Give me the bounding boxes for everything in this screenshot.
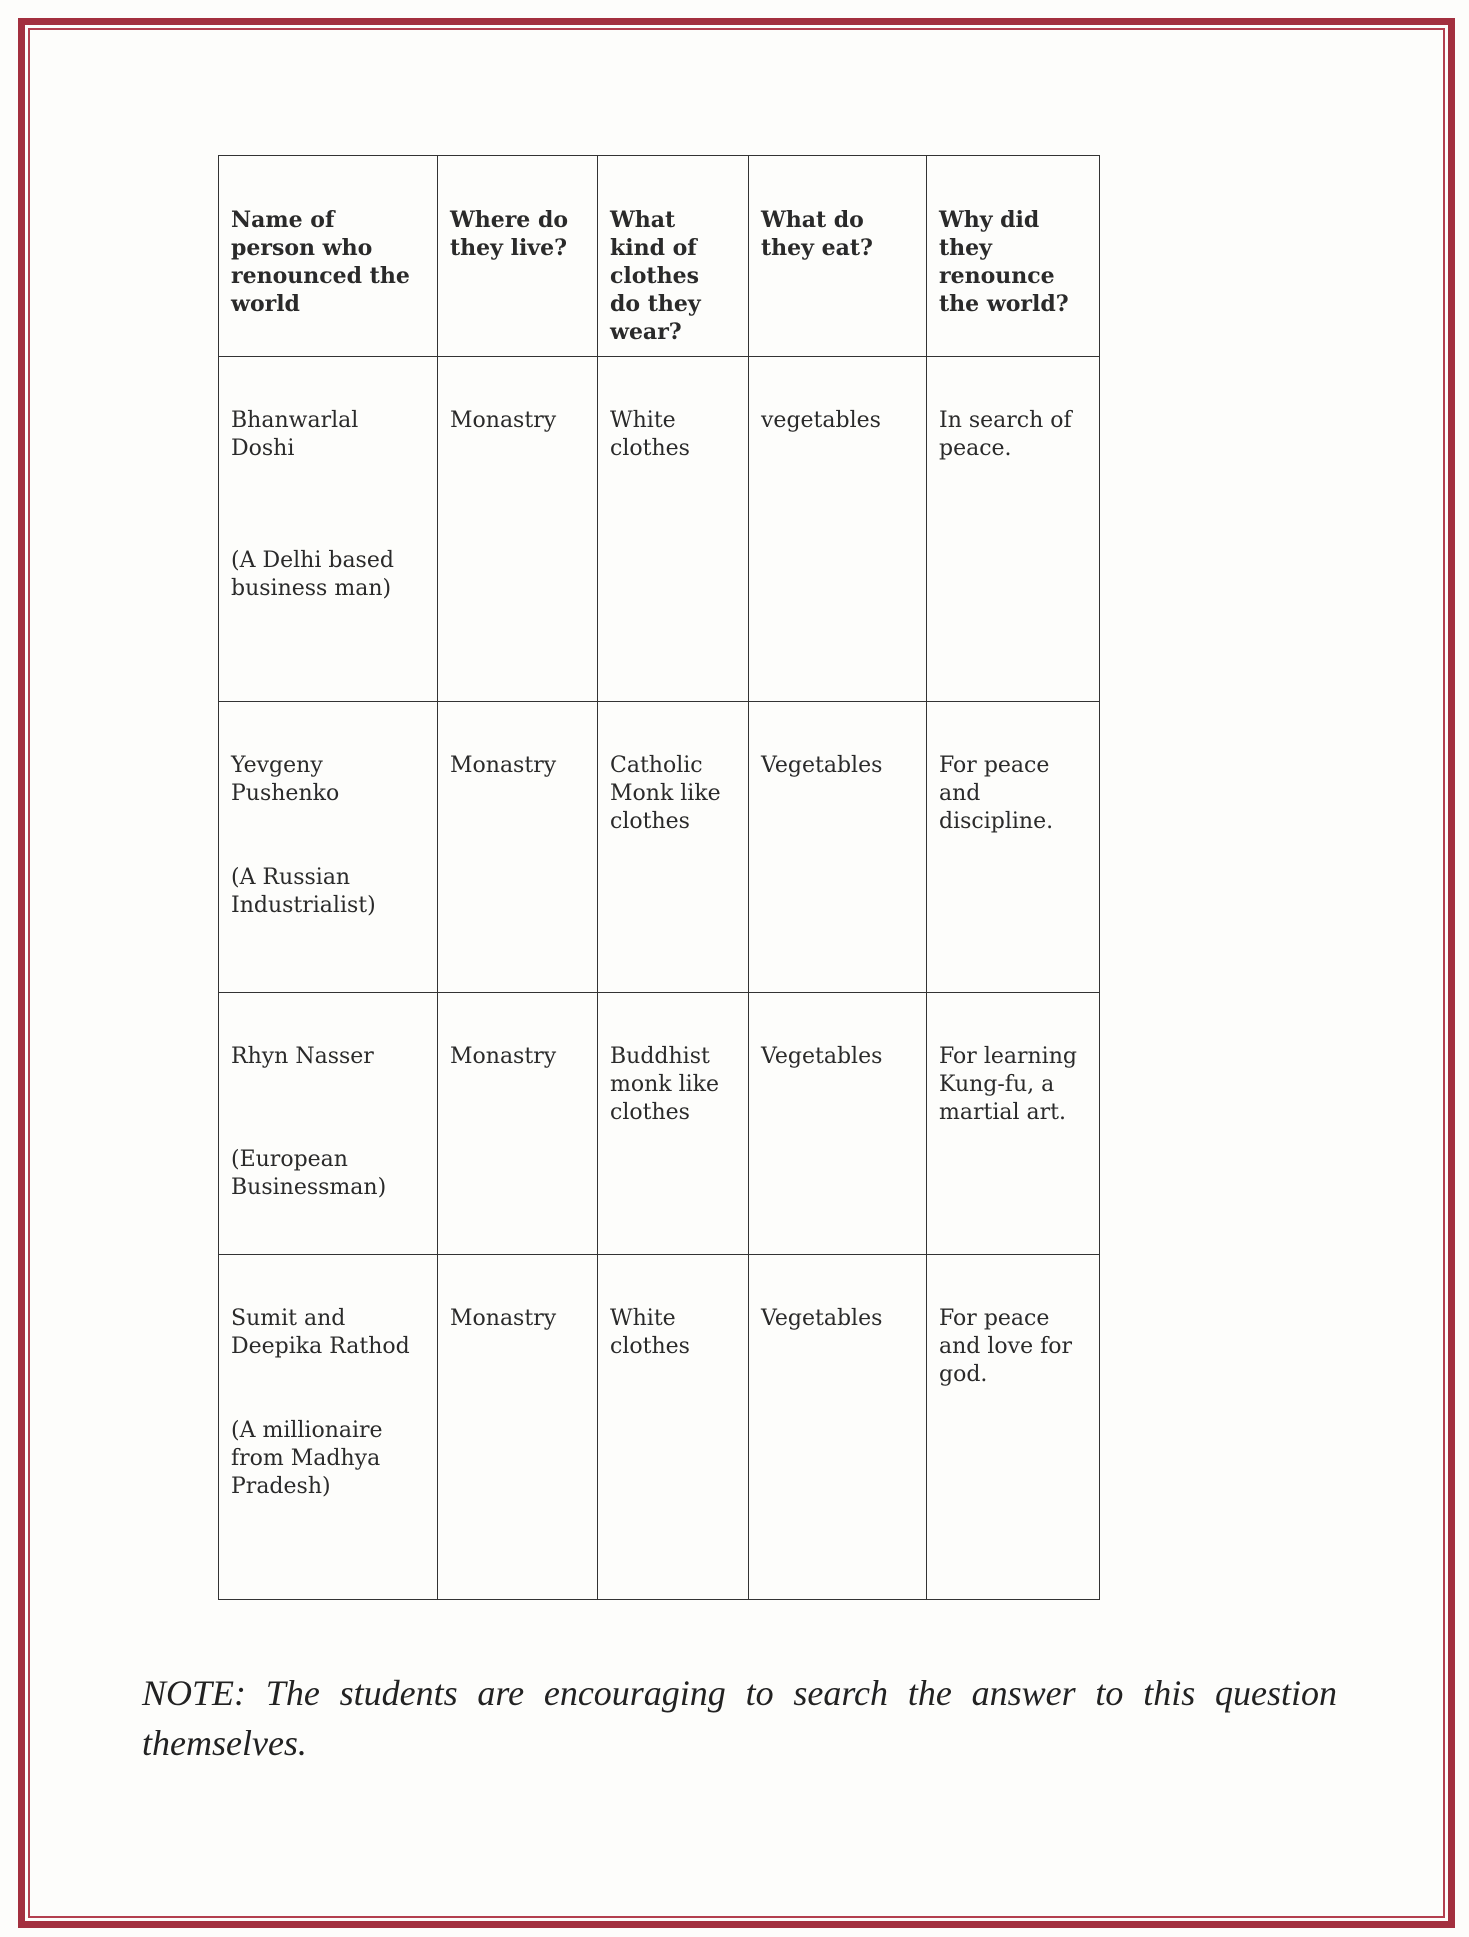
person-name: Yevgeny Pushenko bbox=[231, 753, 340, 806]
person-name: Rhyn Nasser bbox=[231, 1044, 374, 1069]
person-name: Sumit and Deepika Rathod bbox=[231, 1306, 410, 1359]
table-row bbox=[219, 357, 1100, 702]
person-description: (A millionaire from Madhya Pradesh) bbox=[231, 1418, 383, 1499]
person-name: Bhanwarlal Doshi bbox=[231, 408, 359, 461]
table-header-row bbox=[219, 156, 1100, 357]
cell-eat: Vegetables bbox=[749, 993, 927, 1255]
cell-name bbox=[219, 1255, 438, 1600]
cell-clothes: Catholic Monk like clothes bbox=[598, 702, 749, 993]
cell-clothes: White clothes bbox=[598, 1255, 749, 1600]
cell-why: For learning Kung-fu, a martial art. bbox=[927, 993, 1100, 1255]
cell-live: Monastry bbox=[438, 702, 598, 993]
table-row bbox=[219, 702, 1100, 993]
cell-why: For peace and love for god. bbox=[927, 1255, 1100, 1600]
cell-name bbox=[219, 993, 438, 1255]
header-live: Where do they live? bbox=[438, 156, 598, 357]
cell-eat: Vegetables bbox=[749, 702, 927, 993]
renunciation-table bbox=[218, 155, 1100, 1600]
person-description: (European Businessman) bbox=[231, 1147, 387, 1200]
cell-live: Monastry bbox=[438, 1255, 598, 1600]
cell-eat: vegetables bbox=[749, 357, 927, 702]
person-description: (A Russian Industrialist) bbox=[231, 865, 376, 918]
cell-eat: Vegetables bbox=[749, 1255, 927, 1600]
table-row bbox=[219, 1255, 1100, 1600]
table-row bbox=[219, 993, 1100, 1255]
cell-name bbox=[219, 702, 438, 993]
cell-clothes: White clothes bbox=[598, 357, 749, 702]
person-description: (A Delhi based business man) bbox=[231, 548, 394, 601]
header-eat: What do they eat? bbox=[749, 156, 927, 357]
note-text: NOTE: The students are encouraging to search the answer to this question themselves. bbox=[142, 1673, 1337, 1763]
cell-live: Monastry bbox=[438, 357, 598, 702]
cell-name bbox=[219, 357, 438, 702]
cell-why: In search of peace. bbox=[927, 357, 1100, 702]
header-name: Name of person who renounced the world bbox=[219, 156, 438, 357]
cell-clothes: Buddhist monk like clothes bbox=[598, 993, 749, 1255]
cell-live: Monastry bbox=[438, 993, 598, 1255]
cell-why: For peace and discipline. bbox=[927, 702, 1100, 993]
header-clothes: What kind of clothes do they wear? bbox=[598, 156, 749, 357]
header-why: Why did they renounce the world? bbox=[927, 156, 1100, 357]
